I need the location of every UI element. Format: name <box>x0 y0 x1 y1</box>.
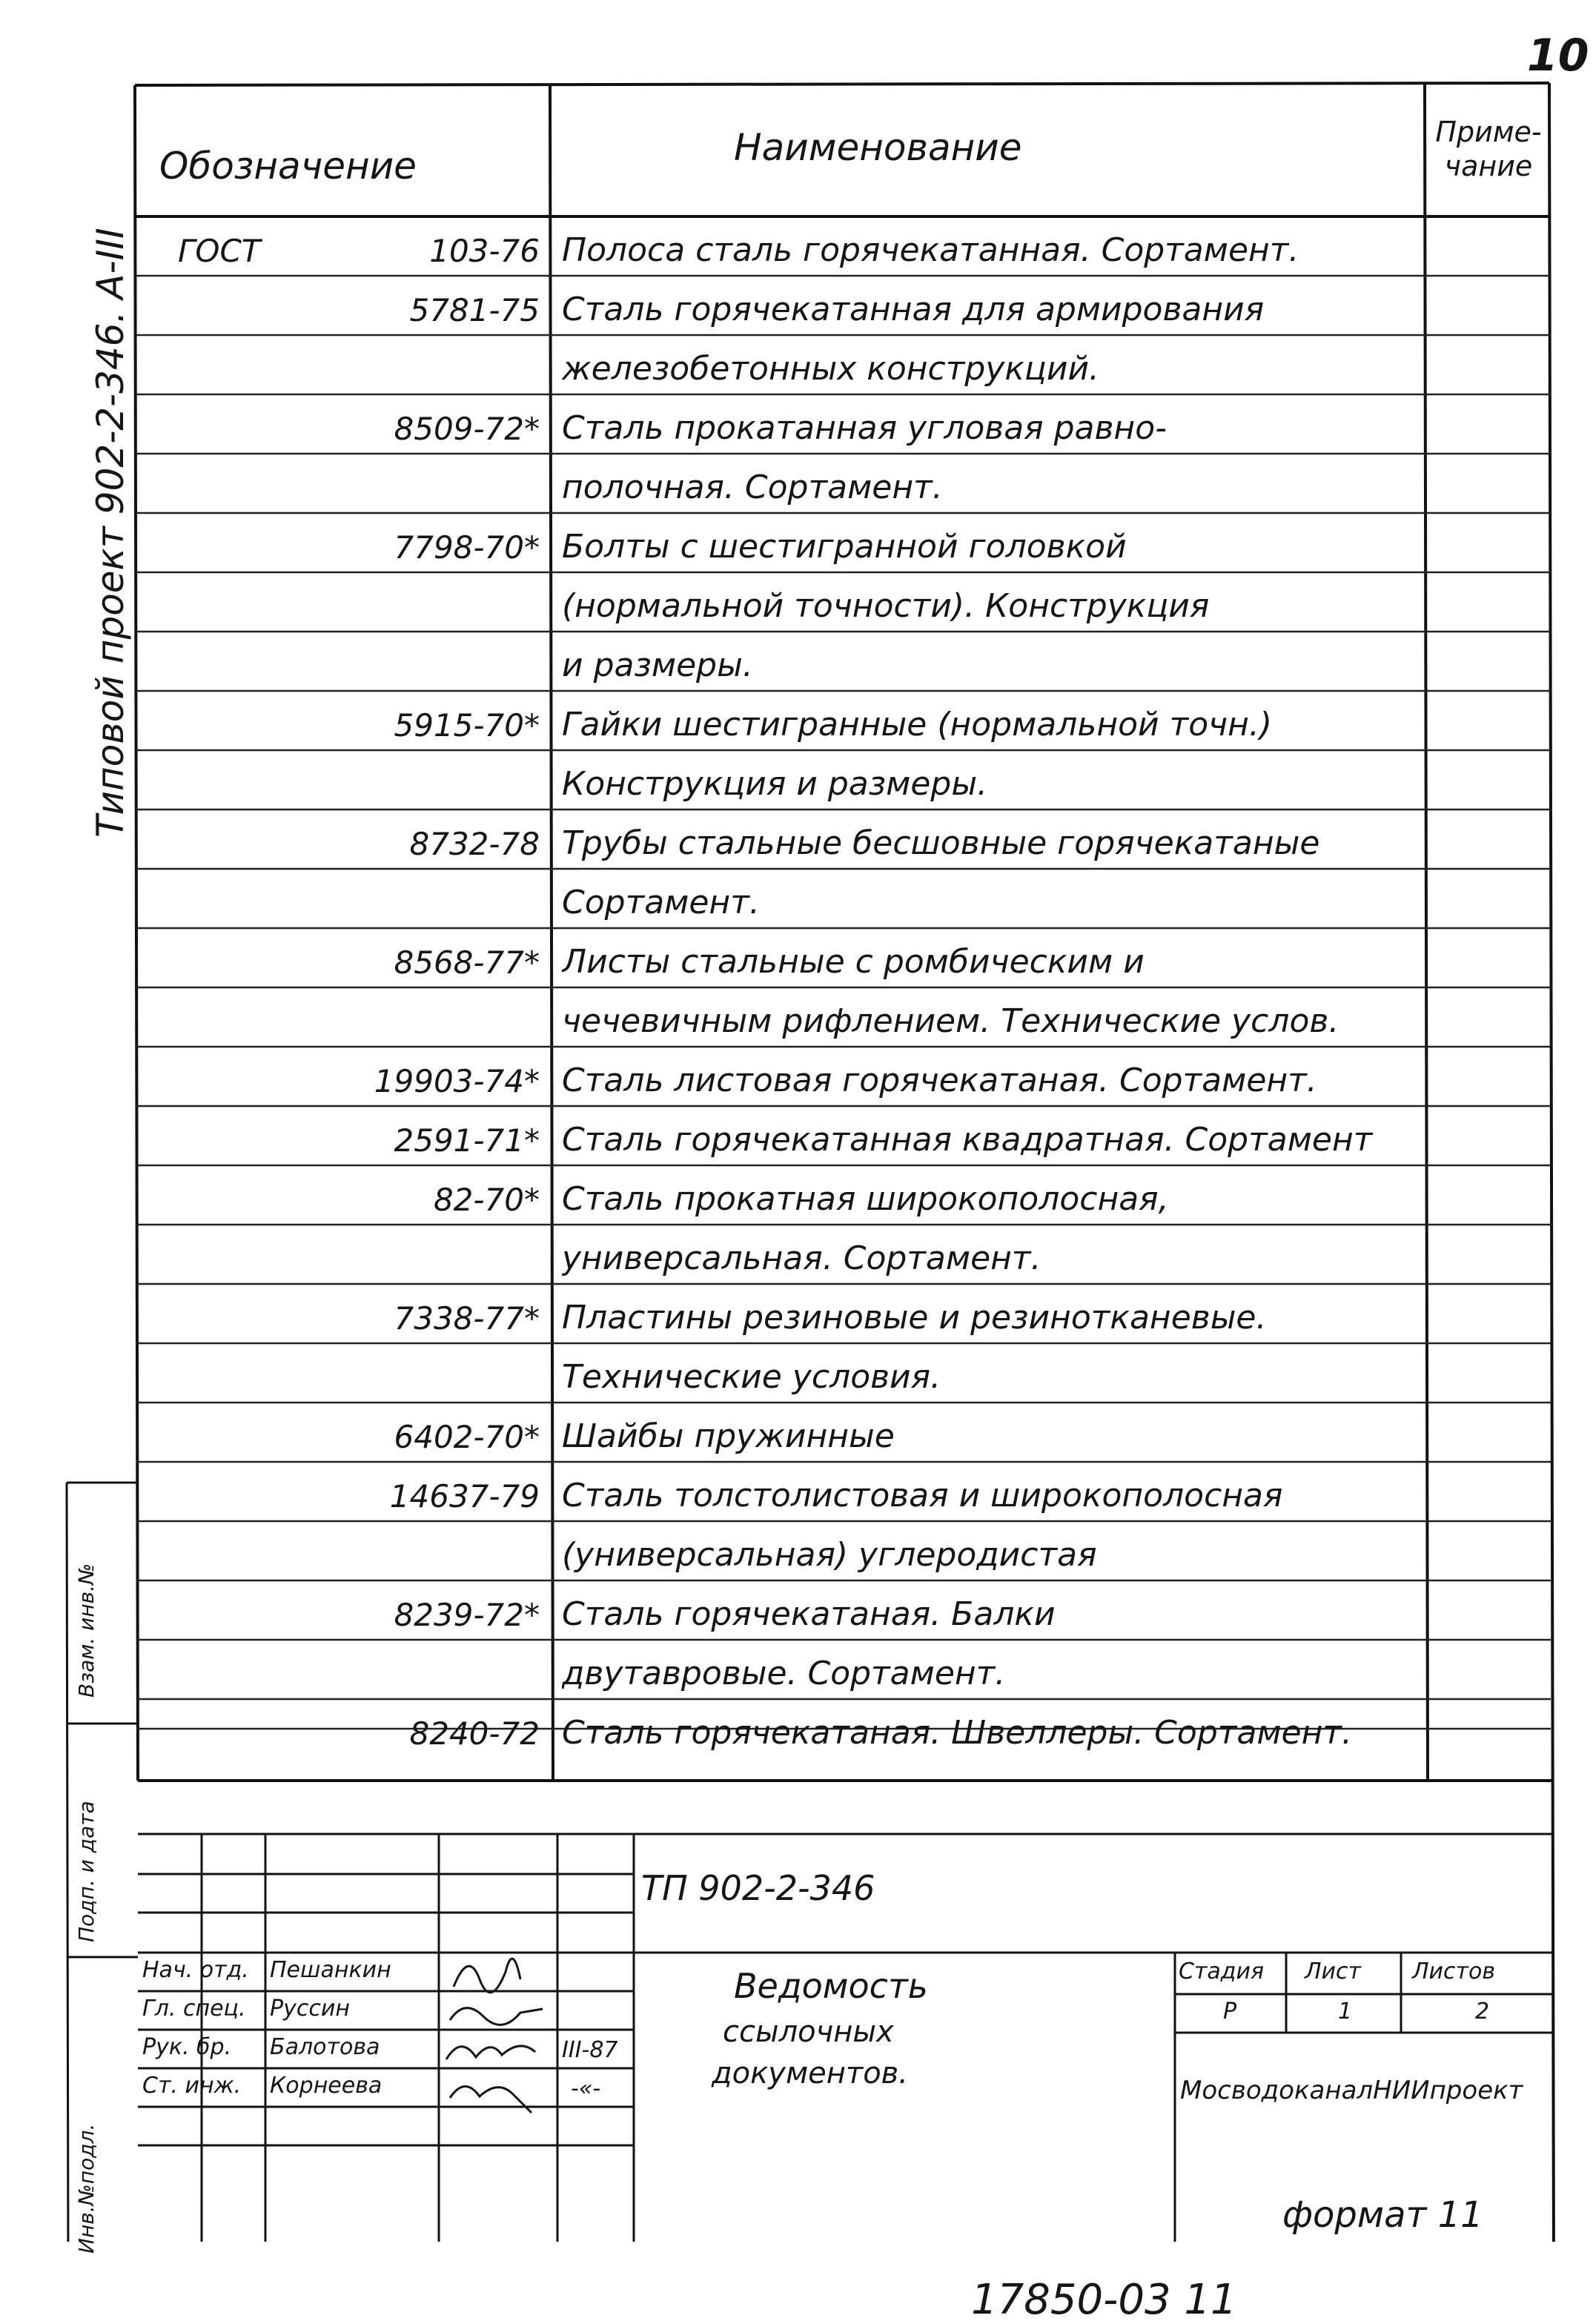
row-name: Сталь толстолистовая и широкополосная <box>562 1477 1283 1514</box>
row-designation: 82-70* <box>433 1182 540 1218</box>
row-designation: 2591-71* <box>394 1122 540 1159</box>
row-designation: 8239-72* <box>394 1597 540 1633</box>
row-name: Полоса сталь горячекатанная. Сортамент. <box>562 231 1299 269</box>
stage-value: Р <box>1223 1999 1237 2025</box>
row-name: Сталь горячекатаная. Балки <box>562 1595 1056 1633</box>
row-name: Сортамент. <box>562 884 760 921</box>
sheets-value: 2 <box>1475 1999 1490 2025</box>
title-line-3: документов. <box>712 2056 908 2090</box>
row-designation: 5915-70* <box>394 707 540 744</box>
row-designation: 103-76 <box>429 233 540 269</box>
side-field-inventory: Инв.№подл. <box>74 2123 99 2254</box>
row-name: Трубы стальные бесшовные горячекатаные <box>562 824 1320 862</box>
sheets-label: Листов <box>1412 1959 1496 1984</box>
row-designation: 6402-70* <box>394 1419 540 1455</box>
row-name: полочная. Сортамент. <box>562 469 943 506</box>
sheet-value: 1 <box>1338 1999 1353 2025</box>
organization: МосводоканалНИИпроект <box>1180 2076 1523 2105</box>
row-designation: 7338-77* <box>394 1300 540 1337</box>
person-3: Балотова <box>270 2034 380 2060</box>
bottom-code: 17850-03 11 <box>971 2276 1237 2324</box>
date-mark: III-87 <box>562 2037 618 2063</box>
role-senior-eng: Ст. инж. <box>142 2073 242 2099</box>
signatures <box>439 1927 557 2120</box>
row-designation: 8240-72 <box>409 1715 540 1752</box>
stage-label: Стадия <box>1179 1959 1265 1984</box>
person-2: Руссин <box>270 1996 350 2022</box>
row-name: Листы стальные с ромбическим и <box>562 943 1145 981</box>
row-designation: 8568-77* <box>394 944 540 981</box>
row-designation: 5781-75 <box>409 292 540 328</box>
row-name: Сталь горячекатаная. Швеллеры. Сортамент. <box>562 1714 1352 1752</box>
row-designation: 19903-74* <box>374 1063 540 1099</box>
side-project-label: Типовой проект 902-2-346. А-III <box>89 228 132 838</box>
row-prefix: ГОСТ <box>178 233 261 269</box>
doc-code: ТП 902-2-346 <box>641 1868 875 1908</box>
row-name: Пластины резиновые и резинотканевые. <box>562 1299 1267 1337</box>
title-line-2: ссылочных <box>723 2015 894 2049</box>
page-number: 10 <box>1527 30 1589 82</box>
row-name: Конструкция и размеры. <box>562 765 988 803</box>
row-name: (универсальная) углеродистая <box>562 1536 1097 1574</box>
row-name: (нормальной точности). Конструкция <box>562 587 1210 625</box>
person-4: Корнеева <box>270 2073 382 2099</box>
row-name: и размеры. <box>562 646 753 684</box>
row-name: Сталь листовая горячекатаная. Сортамент. <box>562 1062 1317 1099</box>
row-name: двутавровые. Сортамент. <box>562 1655 1006 1692</box>
role-head-dept: Нач. отд. <box>142 1957 249 1983</box>
row-name: Сталь горячекатанная для армирования <box>562 291 1265 328</box>
side-field-signature: Подп. и дата <box>74 1801 99 1942</box>
header-designation: Обозначение <box>159 145 417 188</box>
row-designation: 8509-72* <box>394 411 540 447</box>
row-name: Технические условия. <box>562 1358 941 1396</box>
row-name: чечевичным рифлением. Технические услов. <box>562 1002 1339 1040</box>
row-name: железобетонных конструкций. <box>562 350 1100 388</box>
row-name: Сталь горячекатанная квадратная. Сортамент <box>562 1121 1373 1159</box>
format-label: формат 11 <box>1282 2194 1483 2236</box>
header-note: Приме-чание <box>1435 116 1542 182</box>
side-field-replace: Взам. инв.№ <box>74 1563 99 1698</box>
role-team-lead: Рук. бр. <box>142 2034 232 2060</box>
person-1: Пешанкин <box>270 1957 391 1983</box>
date-dash: -«- <box>571 2076 601 2102</box>
sheet-label: Лист <box>1305 1959 1362 1984</box>
row-name: Сталь прокатная широкополосная, <box>562 1180 1169 1218</box>
row-name: Сталь прокатанная угловая равно- <box>562 409 1167 447</box>
row-name: универсальная. Сортамент. <box>562 1239 1041 1277</box>
row-name: Болты с шестигранной головкой <box>562 528 1127 566</box>
row-designation: 14637-79 <box>389 1478 540 1514</box>
row-designation: 8732-78 <box>409 826 540 862</box>
title-line-1: Ведомость <box>734 1966 928 2006</box>
header-name: Наименование <box>734 126 1022 169</box>
row-name: Гайки шестигранные (нормальной точн.) <box>562 706 1273 744</box>
row-name: Шайбы пружинные <box>562 1417 895 1455</box>
role-chief-spec: Гл. спец. <box>142 1996 246 2022</box>
row-designation: 7798-70* <box>394 529 540 566</box>
